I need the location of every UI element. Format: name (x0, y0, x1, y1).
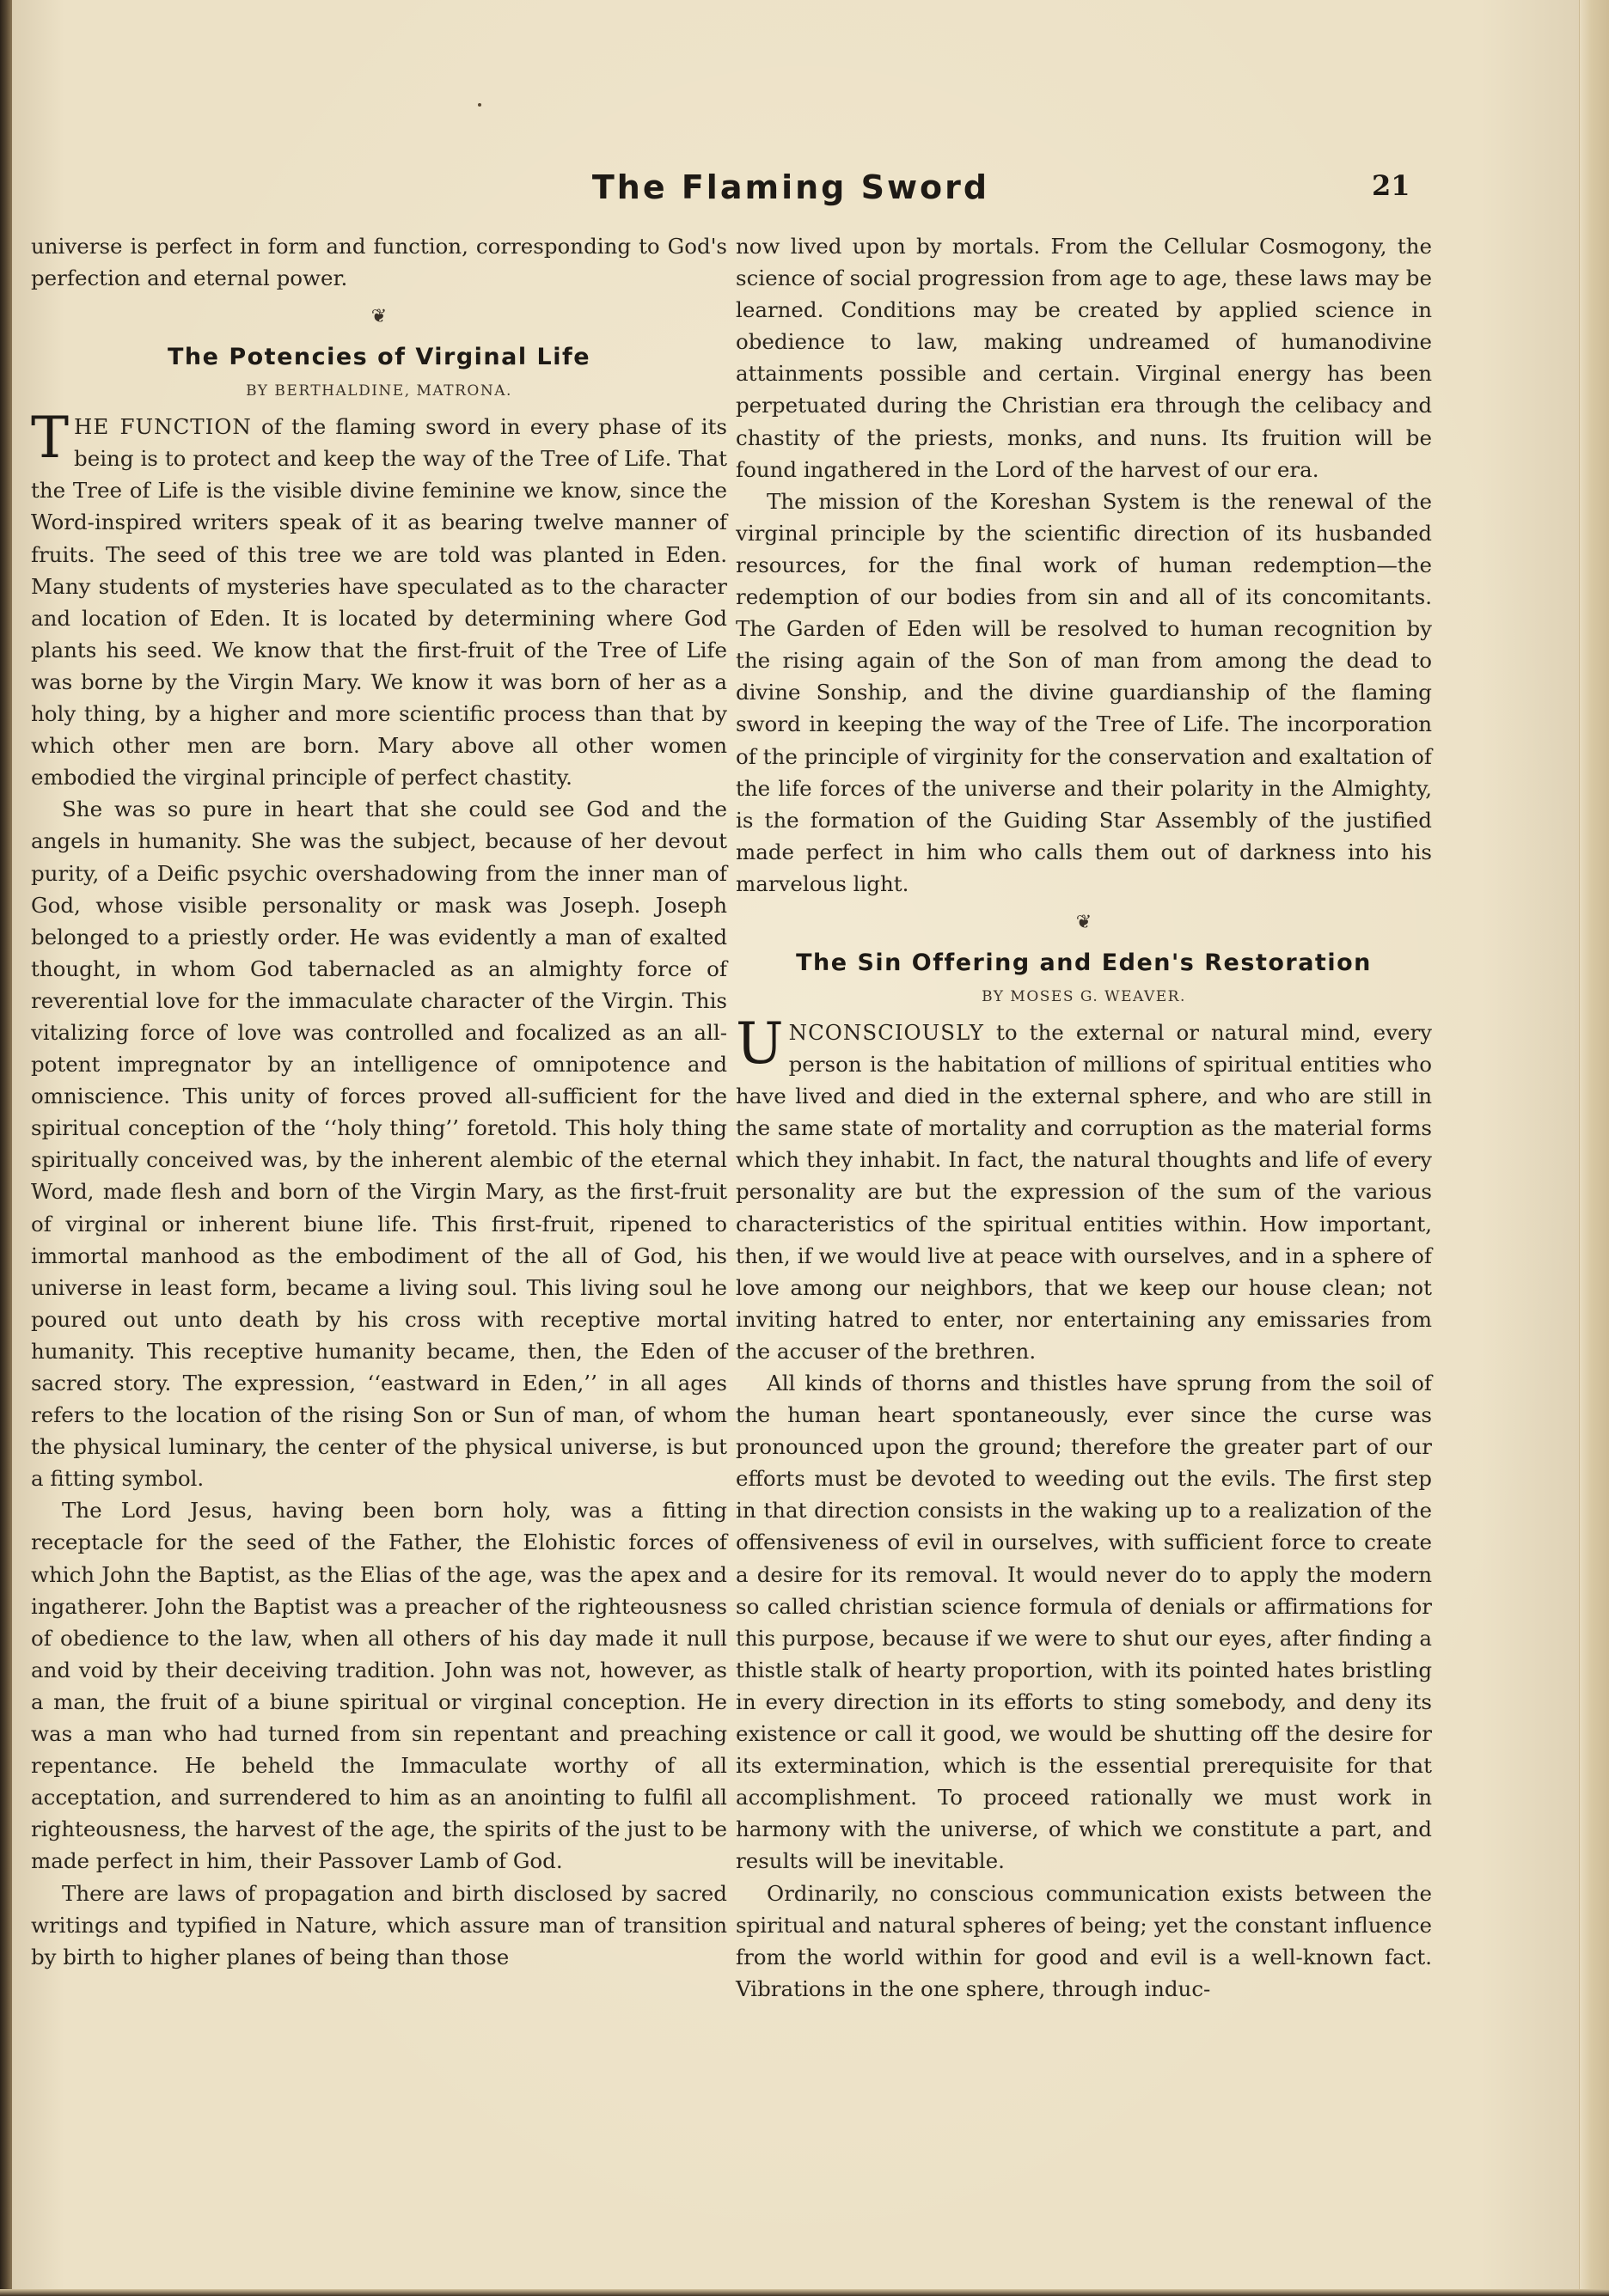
article-byline: BY BERTHALDINE, MATRONA. (246, 382, 512, 400)
lead-in-caps: NCONSCIOUSLY (788, 1019, 984, 1045)
section-ornament-icon: ❦ (1075, 911, 1092, 933)
lead-in-caps: HE FUNCTION (74, 414, 252, 440)
article-byline: BY MOSES G. WEAVER. (982, 987, 1186, 1005)
article-paragraph: All kinds of thorns and thistles have sprung from the soil of the human heart spontaneously, ever since the curse was pronounced upon the ground; therefore the greater part of our efforts must be devoted to weeding out the evils. The first step in that direction consists in the waking up to a realization of the offensiveness of evil in ourselves, with sufficient force to create a desire for its removal. It would never do to apply the modern so called christian science formula of denials or affirmations for this purpose, because if we were to shut our eyes, after finding a thistle stalk of hearty proportion, with its pointed hates bristling in every direction in its efforts to sting somebody, and deny its existence or call it good, we would be shutting off the desire for its extermination, which is the essential prerequisite for that accomplishment. To proceed rationally we must work in harmony with the universe, of which we constitute a part, and results will be inevitable. (736, 1371, 1432, 1874)
running-header (430, 166, 1152, 209)
article-title: The Potencies of Virginal Life (167, 344, 591, 371)
article-paragraph: Ordinarily, no conscious communication exists between the spiritual and natural spheres of being; yet the constant influence from the world within for good and evil is a well-known fact. Vibrations in the one sphere, through induc- (736, 1880, 1432, 2001)
running-title: The Flaming Sword (591, 168, 990, 206)
paper-speck (478, 103, 481, 107)
page-edge (1579, 0, 1609, 2296)
article-paragraph: now lived upon by mortals. From the Cellular Cosmogony, the science of social progression from age to age, these laws may be learned. Conditions may be created by applied science in obedience to law, making undreamed of humanodivine attainments possible and certain. Virginal energy has been perpetuated during the Christian era through the celibacy and chastity of the priests, monks, and nuns. Its fruition will be found ingathered in the Lord of the harvest of our era. (736, 234, 1432, 482)
binding-spine (0, 0, 12, 2296)
article-paragraph: She was so pure in heart that she could see God and the angels in humanity. She was the subject, because of her devout purity, of a Deific psychic overshadowing from the inner man of God, whose visible personality or mask was Joseph. Joseph belonged to a priestly order. He was evidently a man of exalted thought, in whom God tabernacled as an almighty force of reverential love for the immaculate character of the Virgin. This vitalizing force of love was controlled and focalized as an all-potent impregnator by an intelligence of omnipotence and omniscience. This unity of forces proved all-sufficient for the spiritual conception of the ‘‘holy thing’’ foretold. This holy thing spiritually conceived was, by the inherent alembic of the eternal Word, made flesh and born of the Virgin Mary, as the first-fruit of virginal or inherent biune life. This first-fruit, ripened to immortal manhood as the embodiment of the all of God, his universe in least form, became a living soul. This living soul he poured out unto death by his cross with receptive mortal humanity. This receptive humanity became, then, the Eden of sacred story. The expression, ‘‘eastward in Eden,’’ in all ages refers to the location of the rising Son or Sun of man, of whom the physical luminary, the center of the physical universe, is but a fitting symbol. (31, 797, 727, 1492)
continued-paragraph: universe is perfect in form and function, corresponding to God's perfection and eternal power. (31, 234, 727, 291)
paragraph-text: to the external or natural mind, every person is the habitation of millions of spiritual entities who have lived and died in the external sphere, and who are still in the same state of mortality and corruption as the material forms which they inhabit. In fact, the natural thoughts and life of every personality are but the expression of the sum of the various characteristics of the spiritual entities within. How important, then, if we would live at peace with ourselves, and in a sphere of love among our neighbors, that we keep our house clean; not inviting hatred to enter, nor entertaining any emissaries from the accuser of the brethren. (736, 1019, 1432, 1364)
drop-cap: T (31, 405, 70, 472)
drop-cap: U (736, 1010, 784, 1077)
article-paragraph (31, 405, 727, 793)
article-title: The Sin Offering and Eden's Restoration (796, 949, 1372, 976)
section-ornament-icon: ❦ (370, 306, 388, 328)
paragraph-text: of the flaming sword in every phase of its being is to protect and keep the way of the Tree of Life. That the Tree of Life is the visible divine feminine we know, since the Word-inspired writers speak of it as bearing twelve manner of fruits. The seed of this tree we are told was planted in Eden. Many students of mysteries have speculated as to the character and location of Eden. It is located by determining where God plants his seed. We know that the first-fruit of the Tree of Life was borne by the Virgin Mary. We know it was born of her as a holy thing, by a higher and more scientific process than that by which other men are born. Mary above all other women embodied the virginal principle of perfect chastity. (31, 414, 727, 791)
article-paragraph: There are laws of propagation and birth disclosed by sacred writings and typified in Nature, which assure man of transition by birth to higher planes of being than those (31, 1880, 727, 1969)
page-number: 21 (1372, 169, 1410, 202)
right-column (736, 230, 1432, 2129)
article-paragraph: The Lord Jesus, having been born holy, was a fitting receptacle for the seed of the Father, the Elohistic forces of which John the Baptist, as the Elias of the age, was the apex and ingatherer. John the Baptist was a preacher of the righteousness of obedience to the law, when all others of his day made it null and void by their deceiving tradition. John was not, however, as a man, the fruit of a biune spiritual or virginal conception. He was a man who had turned from sin repentant and preaching repentance. He beheld the Immaculate worthy of all acceptation, and surrendered to him as an anointing to fulfil all righteousness, the harvest of the age, the spirits of the just to be made perfect in him, their Passover Lamb of God. (31, 1498, 727, 1874)
article-paragraph (736, 1010, 1432, 1367)
article-paragraph: The mission of the Koreshan System is the renewal of the virginal principle by the scientific direction of its husbanded resources, for the final work of human redemption—the redemption of our bodies from sin and all of its concomitants. The Garden of Eden will be resolved to human recognition by the rising again of the Son of man from among the dead to divine Sonship, and the divine guardianship of the flaming sword in keeping the way of the Tree of Life. The incorporation of the principle of virginity for the conservation and exaltation of the life forces of the universe and their polarity in the Almighty, is the formation of the Guiding Star Assembly of the justified made perfect in him who calls them out of darkness into his marvelous light. (736, 488, 1432, 896)
left-column (31, 230, 727, 2129)
page-bottom-edge (0, 2289, 1609, 2296)
